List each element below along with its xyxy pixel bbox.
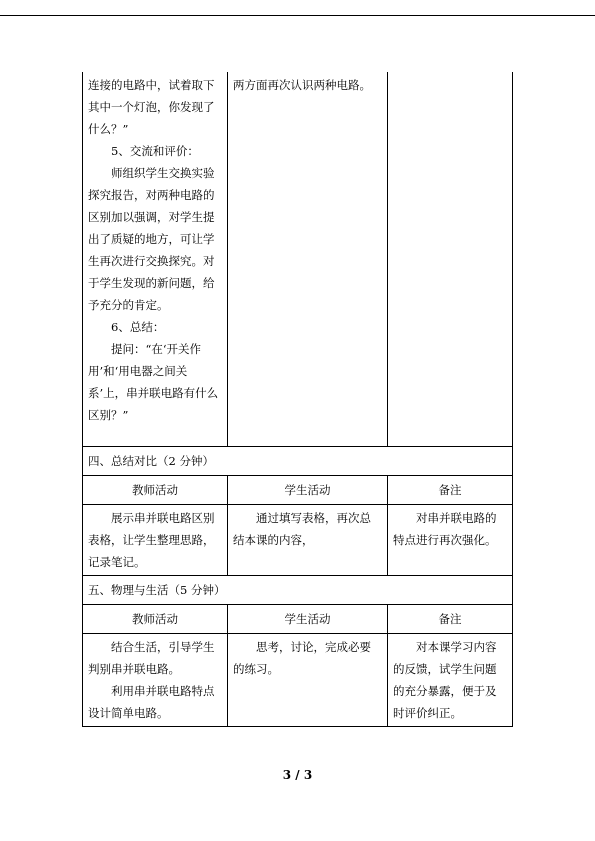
section-title: 五、物理与生活（5 分钟） [83,576,513,605]
teacher-paragraph: 展示串并联电路区别表格，让学生整理思路，记录笔记。 [88,511,215,569]
student-activity-cell [228,505,388,576]
notes-cell [388,72,513,447]
section-title-row [83,576,513,605]
column-header: 教师活动 [83,476,228,505]
column-header: 备注 [388,476,513,505]
teacher-paragraph: 结合生活，引导学生判别串并联电路。 [88,640,215,676]
column-header-row [83,605,513,634]
column-header: 学生活动 [228,476,388,505]
notes-paragraph: 对串并联电路的特点进行再次强化。 [393,511,497,547]
header-rule [0,15,595,16]
notes-paragraph: 对本课学习内容的反馈，试学生问题的充分暴露，便于及时评价纠正。 [393,640,497,720]
teacher-activity-cell [83,634,228,727]
content-row [83,634,513,727]
notes-cell [388,634,513,727]
teacher-paragraph: 6、总结： [111,320,165,334]
teacher-paragraph: 利用串并联电路特点设计简单电路。 [88,684,215,720]
section-title-row [83,447,513,476]
continuation-row [83,72,513,447]
content-row [83,505,513,576]
teacher-activity-cell [83,72,228,447]
teacher-paragraph: 5、交流和评价： [111,144,199,158]
column-header: 学生活动 [228,605,388,634]
teacher-activity-cell [83,505,228,576]
section-title: 四、总结对比（2 分钟） [83,447,513,476]
lesson-table [82,72,513,727]
student-activity-cell [228,634,388,727]
student-paragraph: 两方面再次认识两种电路。 [233,78,371,92]
column-header-row [83,476,513,505]
column-header: 教师活动 [83,605,228,634]
notes-cell [388,505,513,576]
student-paragraph: 思考，讨论，完成必要的练习。 [233,640,371,676]
teacher-paragraph: 师组织学生交换实验探究报告，对两种电路的区别加以强调，对学生提出了质疑的地方，可让学生再次进行交换探究。对于学生发现的新问题，给予充分的肯定。 [88,166,215,312]
student-paragraph: 通过填写表格，再次总结本课的内容， [233,511,371,547]
student-activity-cell [228,72,388,447]
column-header: 备注 [388,605,513,634]
teacher-paragraph: 连接的电路中，试着取下其中一个灯泡，你发现了什么？” [88,78,215,136]
page-number: 3 / 3 [282,768,313,782]
teacher-paragraph: 提问：“在‘开关作用’和‘用电器之间关系’上，串并联电路有什么区别？” [88,342,219,422]
